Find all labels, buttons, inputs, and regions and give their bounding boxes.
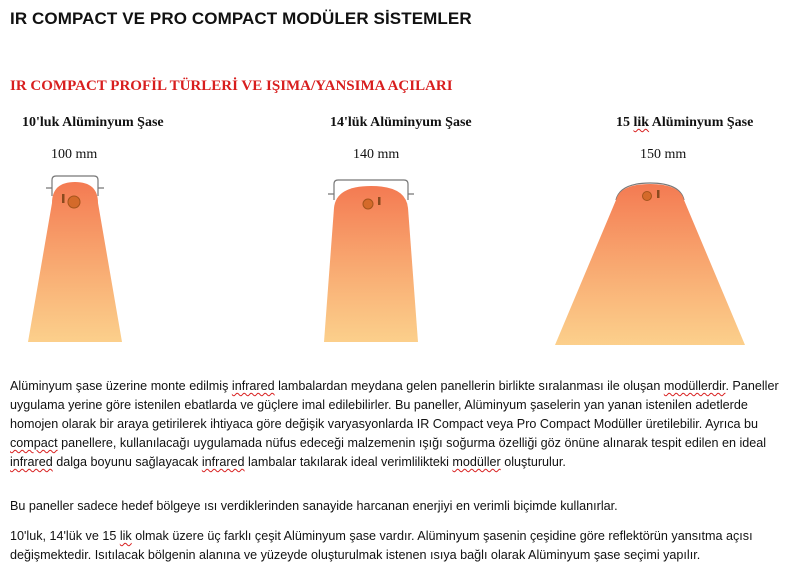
spell-check-word: modüllerdir: [663, 379, 726, 393]
profile-label: 14'lük Alüminyum Şase: [330, 115, 472, 130]
profile-14-illustration: [300, 108, 560, 358]
page-title: IR COMPACT VE PRO COMPACT MODÜLER SİSTEMLER: [10, 9, 472, 28]
spell-check-word: compact: [10, 436, 58, 450]
spell-check-word: infrared: [10, 455, 53, 469]
profile-label: 10'luk Alüminyum Şase: [22, 115, 164, 130]
body-paragraph-2: Bu paneller sadece hedef bölgeye ısı verdiklerinden sanayide harcanan enerjiyi en verimli biçimde kullanırlar.: [10, 499, 618, 513]
spell-check-word: infrared: [231, 379, 275, 393]
profile-label: [616, 115, 753, 131]
profile-10: [0, 108, 260, 358]
profile-label-suffix: Alüminyum Şase: [649, 115, 754, 130]
section-title: IR COMPACT PROFİL TÜRLERİ VE IŞIMA/YANSIMA AÇILARI: [10, 78, 453, 94]
lamp-icon: [68, 196, 80, 208]
profile-label-prefix: 15: [616, 115, 634, 130]
lamp-pin-icon: [62, 194, 65, 203]
lamp-icon: [363, 199, 373, 209]
lamp-icon: [643, 192, 652, 201]
profile-width: 100 mm: [51, 147, 98, 162]
lamp-pin-icon: [378, 197, 381, 205]
profile-15-illustration: [540, 108, 800, 358]
spell-check-word: lik: [633, 115, 650, 130]
radiation-beam: [555, 184, 745, 345]
profile-width: 150 mm: [640, 147, 687, 162]
profile-width: 140 mm: [353, 147, 400, 162]
body-paragraph-3: 10'luk, 14'lük ve 15 lik olmak üzere üç farklı çeşit Alüminyum şase vardır. Alüminyum şasenin çeşidine göre reflektörün yansıtma açısı değişmektedir. Isıtılacak bölgenin alanına ve yüzeyde oluşturulmak istenen ısıya bağlı olarak Alüminyum şase seçimi yapılır.: [10, 529, 753, 562]
spell-check-word: modüller: [452, 455, 501, 469]
spell-check-word: lik: [119, 529, 132, 543]
body-paragraph-1: Alüminyum şase üzerine monte edilmiş infrared lambalardan meydana gelen panellerin birlikte sıralanması ile oluşan modüllerdir. Paneller uygulama yerine göre istenilen ebatlarda ve güçlere imal edilebilirler. Bu paneller, Alüminyum şaselerin yan yanan istenilen adetlerde homojen olarak bir araya getirilerek ihtiyaca göre değişik varyasyonlarda IR Compact veya Pro Compact Modüller üretilebilir. Ayrıca bu compact panellere, kullanılacağı uygulamada nüfus edeceği malzemenin ışığı soğurma özelliği göz önüne alınarak tespit edilen en ideal infrared dalga boyunu sağlayacak infrared lambalar takılarak ideal verimlilikteki modüller oluşturulur.: [10, 379, 779, 469]
profile-15: [540, 108, 800, 358]
profile-10-illustration: [0, 108, 260, 358]
radiation-beam: [324, 186, 418, 342]
spell-check-word: infrared: [201, 455, 245, 469]
profile-14: [300, 108, 560, 358]
lamp-pin-icon: [657, 190, 660, 198]
